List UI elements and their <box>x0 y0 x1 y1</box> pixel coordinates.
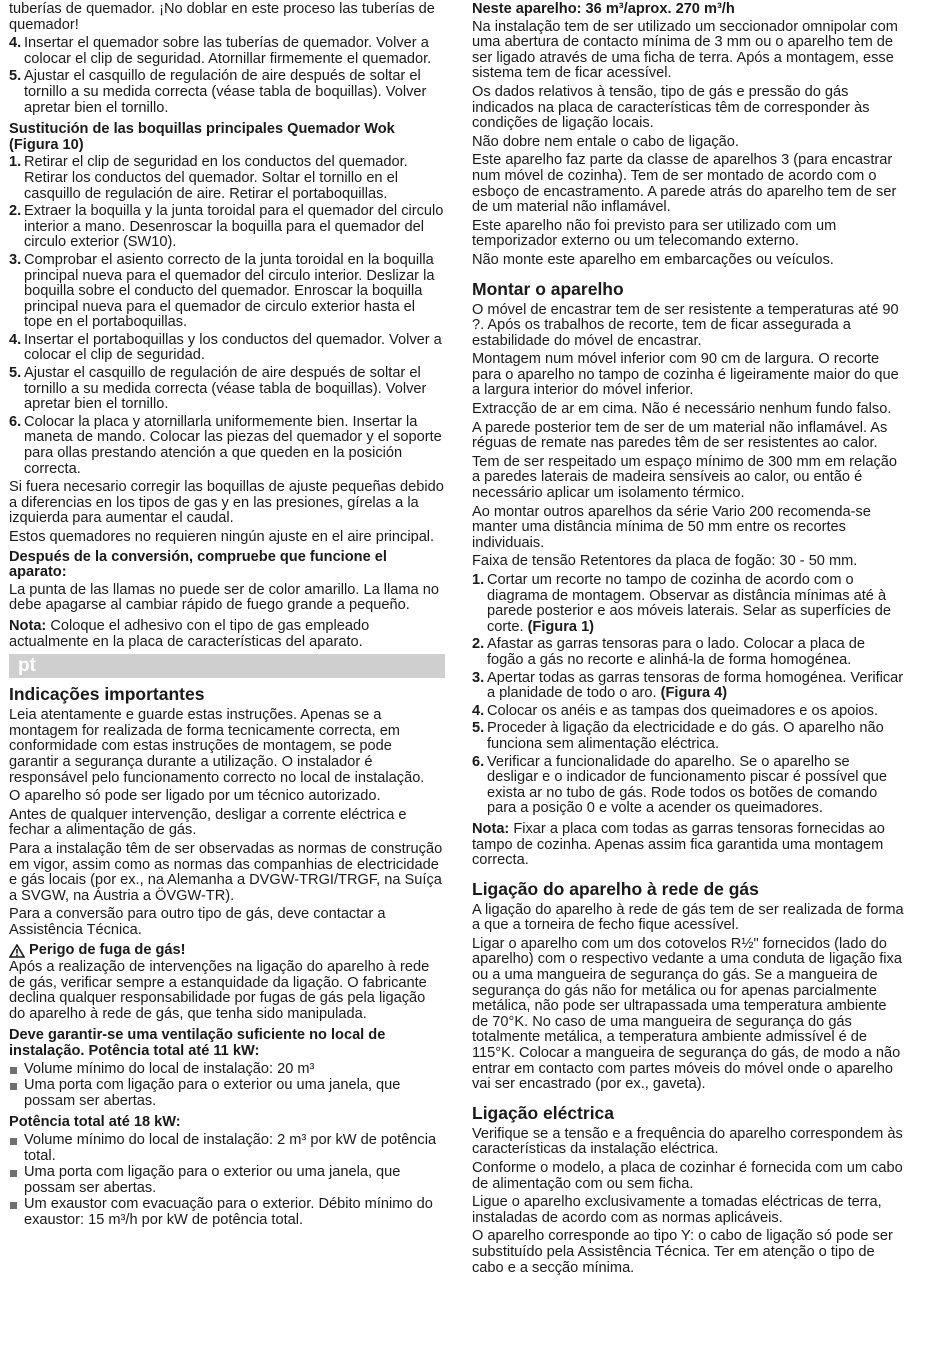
list-text: Volume mínimo do local de instalação: 2 m³ por kW de potência total. <box>24 1132 437 1164</box>
list-item <box>472 755 904 817</box>
step-text: Ajustar el casquillo de regulación de aire después de soltar el tornillo a su medida correcta (véase tabla de boquillas). Volver apretar bien el tornillo. <box>24 68 427 116</box>
step-number: 5. <box>9 68 22 85</box>
conversion-paragraph: Para a conversão para outro tipo de gás, deve contactar a Assistência Técnica. <box>9 906 386 938</box>
step-number: 6. <box>472 753 485 770</box>
nota-text: Coloque el adhesivo con el tipo de gas empleado actualmente en la placa de características del aparato. <box>9 617 370 650</box>
switch-paragraph: Na instalação tem de ser utilizado um seccionador omnipolar com uma abertura de contacto mínima de 3 mm ou o aparelho tem de ser ligado através de uma ficha de terra. Após a montagem, esse sistema tem de ficar acessível. <box>472 18 898 82</box>
step-text: Verificar a funcionalidade do aparelho. Se o aparelho se desligar e o indicador de funcionamento piscar é possível que exista ar no tubo de gás. Rode todos os botões de comando para a posição 0 e volte a acender os queimadores. <box>487 753 887 817</box>
gas-paragraph-2: Ligar o aparelho com um dos cotovelos R½" fornecidos (lado do aparelho) com o respectivo vedante a uma conduta de ligação fixa ou a uma mangueira de segurança do gás. Se a mangueira de segurança do gás não for metálica ou for apenas parcialmente metálica, não pode ser ultrapassada uma temperatura ambiente de 70°K. No caso de uma mangueira de segurança do gás totalmente metálica, a temperatura ambiente admissível é de 115°K. Colocar a mangueira de segurança do gás, de modo a não entrar em contacto com partes móveis do móvel onde o aparelho vai ser encastrado (por ex., gaveta). <box>472 935 902 1093</box>
step-text: Insertar el portaboquillas y los conductos del quemador. Volver a colocar el clip de seguridad. <box>24 331 442 364</box>
timer-paragraph: Este aparelho não foi previsto para ser utilizado com um temporizador externo ou um telecomando externo. <box>472 217 837 250</box>
right-column <box>472 2 904 1279</box>
list-item <box>9 253 445 331</box>
spacing-paragraph: Tem de ser respeitado um espaço mínimo de 300 mm em relação a paredes laterais de madeira sensíveis ao calor, ou então é necessário aplicar um isolamento térmico. <box>472 453 898 502</box>
class-paragraph: Este aparelho faz parte da classe de aparelhos 3 (para encastrar num móvel de cozinha). Tem de ser montado de acordo com o esboço de encastramento. A parede atrás do aparelho tem de ser de um material não inflamável. <box>472 152 897 216</box>
nota-label: Nota: <box>9 617 47 634</box>
rear-wall-paragraph: A parede posterior tem de ser de um material não inflamável. As réguas de remate nas paredes têm de ser resistentes ao calor. <box>472 419 888 452</box>
electric-paragraph-3: Ligue o aparelho exclusivamente a tomadas eléctricas de terra, instaladas de acordo com as normas aplicáveis. <box>472 1194 882 1226</box>
list-item <box>9 1078 445 1109</box>
bullet-square-icon <box>10 1202 17 1209</box>
list-item <box>9 204 445 251</box>
step-text: Apertar todas as garras tensoras de forma homogénea. Verificar a planidade de todo o aro. <box>487 669 904 702</box>
list-text: Uma porta com ligação para o exterior ou uma janela, que possam ser abertas. <box>24 1164 401 1196</box>
step-number: 4. <box>472 702 485 719</box>
list-item <box>9 366 445 413</box>
ventilation-heading: Deve garantir-se uma ventilação suficiente no local de instalação. Potência total até 11 kW: <box>9 1027 386 1060</box>
step-number: 2. <box>9 203 22 220</box>
step-number: 1. <box>9 154 22 171</box>
furniture-paragraph: O móvel de encastrar tem de ser resistente a temperaturas até 90 ?. Após os trabalhos de recorte, tem de ficar assegurada a estabilidade do móvel de encastrar. <box>472 301 899 349</box>
step-text: Extraer la boquilla y la junta toroidal para el quemador del circulo interior a mano. Desenroscar la boquilla para el quemador del circulo exterior (SW10). <box>24 203 444 251</box>
section-heading-mount: Montar o aparelho <box>472 278 624 299</box>
lower-cabinet-paragraph: Montagem num móvel inferior com 90 cm de largura. O recorte para o aparelho no tampo de cozinha é ligeiramente maior do que a largura interior do móvel inferior. <box>472 351 899 399</box>
nota-text: Fixar a placa com todas as garras tensoras fornecidas ao tampo de cozinha. Apenas assim fica garantida uma montagem correcta. <box>472 820 885 869</box>
mount-steps-list <box>472 573 904 817</box>
boats-paragraph: Não monte este aparelho em embarcações ou veículos. <box>472 251 834 268</box>
figure-ref: (Figura 4) <box>660 685 728 702</box>
list-item <box>9 69 445 116</box>
list-item <box>9 333 445 364</box>
step-text: Ajustar el casquillo de regulación de aire después de soltar el tornillo a su medida correcta (véase tabla de boquillas). Volver apretar bien el tornillo. <box>24 365 427 413</box>
gas-paragraph-1: A ligação do aparelho à rede de gás tem de ser realizada de forma a que a torneira de fecho fique acessível. <box>472 901 904 934</box>
intro-continuation: tuberías de quemador. ¡No doblar en este proceso las tuberías de quemador! <box>9 1 435 33</box>
list-text: Volume mínimo do local de instalação: 20 m³ <box>24 1060 315 1077</box>
nota-label: Nota: <box>472 820 510 837</box>
warning-heading <box>9 943 445 959</box>
read-paragraph: Leia atentamente e guarde estas instruções. Apenas se a montagem for realizada de forma tecnicamente correcta, em conformidade com estas instruções de montagem, se pode garantir a segurança durante a utilização. O instalador é responsável pelo funcionamento correcto no local de instalação. <box>9 707 425 786</box>
step-number: 3. <box>472 669 485 686</box>
language-code: pt <box>18 655 36 677</box>
list-item <box>9 1165 445 1196</box>
nota-paragraph <box>472 822 904 869</box>
step-text: Colocar os anéis e as tampas dos queimadores e os apoios. <box>487 702 879 719</box>
steps-list-a <box>9 36 445 116</box>
step-text: Insertar el quemador sobre las tuberías de quemador. Volver a colocar el clip de seguridad. Atornillar firmemente el quemador. <box>24 35 432 67</box>
section-heading-important: Indicações importantes <box>9 684 205 705</box>
bullet-square-icon <box>10 1067 17 1074</box>
technician-paragraph: O aparelho só pode ser ligado por um técnico autorizado. <box>9 788 381 805</box>
left-column <box>9 2 445 1232</box>
nota-paragraph <box>9 619 445 650</box>
list-item <box>472 637 904 668</box>
wok-steps-list <box>9 155 445 477</box>
step-number: 2. <box>472 636 485 653</box>
warning-icon <box>9 944 25 958</box>
range-paragraph: Faixa de tensão Retentores da placa de fogão: 30 - 50 mm. <box>472 553 858 570</box>
power-heading: Potência total até 18 kW: <box>9 1114 181 1131</box>
vario-paragraph: Ao montar outros aparelhos da série Vario 200 recomenda-se manter uma distância mínima de 50 mm entre os recortes individuais. <box>472 503 871 551</box>
list-item <box>472 721 904 752</box>
list-text: Uma porta com ligação para o exterior ou uma janela, que possam ser abertas. <box>24 1077 401 1109</box>
extraction-paragraph: Extracção de ar em cima. Não é necessário nenhum fundo falso. <box>472 401 892 418</box>
warning-paragraph: Após a realização de intervenções na ligação do aparelho à rede de gás, verificar sempre a estanquidade da ligação. O fabricante declina qualquer responsabilidade por fugas de gás pela ligação do aparelho à rede de gás, que tenha sido manipulada. <box>9 959 430 1022</box>
step-text: Colocar la placa y atornillarla uniformemente bien. Insertar la maneta de mando. Colocar las piezas del quemador y el soporte para ollas prestando atención a que queden en la posición correcta. <box>24 413 442 477</box>
list-item <box>9 36 445 67</box>
step-text: Cortar um recorte no tampo de cozinha de acordo com o diagrama de montagem. Observar as distância mínimas até à parede posterior e aos móveis laterais. Selar as superfícies de corte. <box>487 572 891 635</box>
bullet-square-icon <box>10 1170 17 1177</box>
figure-ref: (Figura 1) <box>527 618 595 635</box>
data-paragraph: Os dados relativos à tensão, tipo de gás e pressão do gás indicados na placa de características têm de corresponder às condições de ligação locais. <box>472 83 870 132</box>
step-number: 5. <box>472 720 485 737</box>
step-number: 4. <box>9 331 22 348</box>
no-adjust-paragraph: Estos quemadores no requieren ningún ajuste en el aire principal. <box>9 529 435 545</box>
list-text: Um exaustor com evacuação para o exterior. Débito mínimo do exaustor: 15 m³/h por kW de potência total. <box>24 1196 433 1228</box>
step-text: Retirar el clip de seguridad en los conductos del quemador. Retirar los conductos del quemador. Soltar el tornillo en el casquillo de regulación de aire. Retirar el portaboquillas. <box>24 154 408 202</box>
step-number: 3. <box>9 251 22 268</box>
step-text: Comprobar el asiento correcto de la junta toroidal en la boquilla principal nueva para el quemador del circulo interior. Deslizar la boquilla sobre el conducto del quemador. Enroscar la boquilla principal nueva para el quemador de circulo exterior hasta el tope en el portaboquillas. <box>24 251 435 331</box>
step-number: 4. <box>9 35 22 52</box>
adjust-paragraph: Si fuera necesario corregir las boquillas de ajuste pequeñas debido a diferencias en los tipos de gas y en las presiones, gírelas a la izquierda para aumentar el caudal. <box>9 479 444 527</box>
list-item <box>472 704 904 720</box>
section-heading-gas: Ligação do aparelho à rede de gás <box>472 878 759 899</box>
list-item <box>9 1062 445 1078</box>
step-text: Afastar as garras tensoras para o lado. Colocar a placa de fogão a gás no recorte e alinhá-la de forma homogénea. <box>487 636 866 668</box>
list-item <box>9 415 445 477</box>
list-item <box>9 1197 445 1228</box>
language-bar <box>9 654 445 678</box>
ventilation-list-a <box>9 1062 445 1110</box>
electric-paragraph-1: Verifique se a tensão e a frequência do aparelho correspondem às características da instalação eléctrica. <box>472 1125 903 1158</box>
device-heading: Neste aparelho: 36 m³/aprox. 270 m³/h <box>472 1 735 17</box>
cable-paragraph: Não dobre nem entale o cabo de ligação. <box>472 133 739 150</box>
wok-heading: Sustitución de las boquillas principales Quemador Wok (Figura 10) <box>9 121 395 153</box>
electric-paragraph-4: O aparelho corresponde ao tipo Y: o cabo de ligação só pode ser substituído pela Assistência Técnica. Ter em atenção o tipo de cabo e a secção mínima. <box>472 1228 893 1276</box>
step-text: Proceder à ligação da electricidade e do gás. O aparelho não funciona sem alimentação eléctrica. <box>487 720 884 752</box>
list-item <box>472 573 904 635</box>
step-number: 1. <box>472 572 485 588</box>
list-item <box>9 155 445 202</box>
list-item <box>472 671 904 702</box>
list-item <box>9 1133 445 1164</box>
before-paragraph: Antes de qualquer intervenção, desligar a corrente eléctrica e fechar a alimentação de gás. <box>9 806 407 839</box>
electric-paragraph-2: Conforme o modelo, a placa de cozinhar é fornecida com um cabo de alimentação com ou sem ficha. <box>472 1160 903 1192</box>
warning-title: Perigo de fuga de gás! <box>29 942 186 959</box>
norms-paragraph: Para a instalação têm de ser observadas as normas de construção em vigor, assim como as normas das companhias de electricidade e gás locais (por ex., na Alemanha a DVGW-TRGI/TRGF, na Suíça a SVGW, na Áustria a ÖVGW-TR). <box>9 840 443 904</box>
step-number: 5. <box>9 365 22 382</box>
section-heading-electric: Ligação eléctrica <box>472 1102 615 1123</box>
flame-paragraph: La punta de las llamas no puede ser de color amarillo. La llama no debe apagarse al cambiar rápido de fuego grande a pequeño. <box>9 581 439 614</box>
after-conversion-heading: Después de la conversión, compruebe que funcione el aparato: <box>9 548 387 581</box>
step-number: 6. <box>9 413 22 430</box>
bullet-square-icon <box>10 1138 17 1145</box>
bullet-square-icon <box>10 1083 17 1090</box>
ventilation-list-b <box>9 1133 445 1229</box>
